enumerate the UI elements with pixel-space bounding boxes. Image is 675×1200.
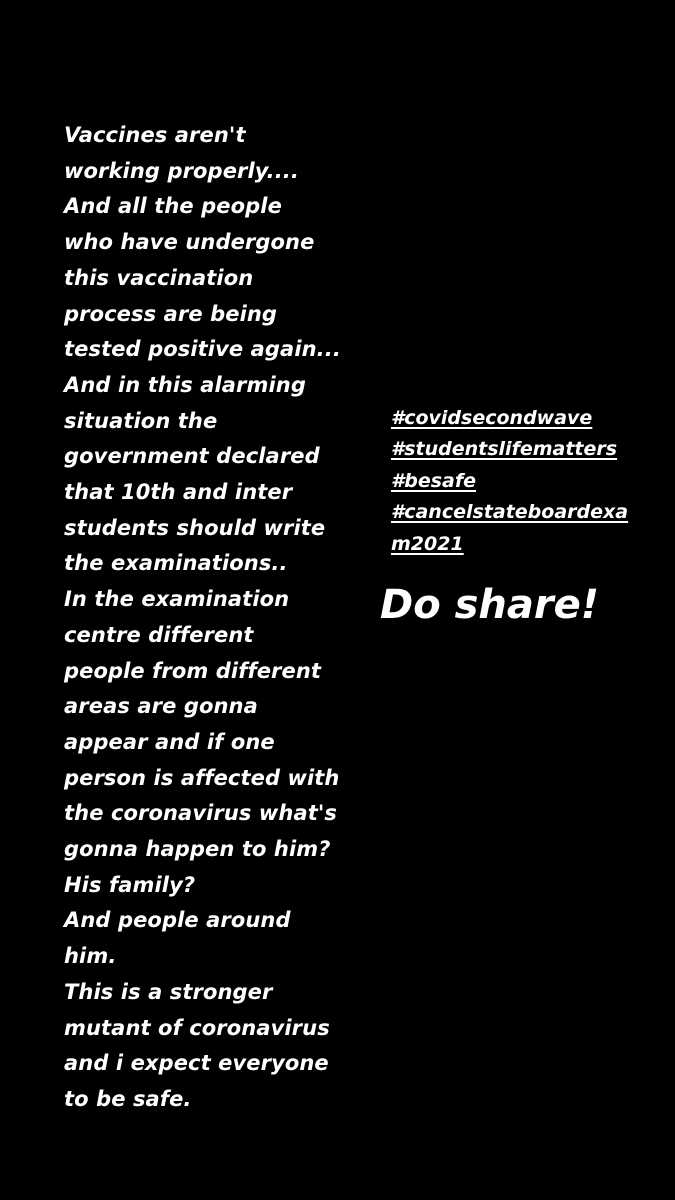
- message-line: His family?: [64, 872, 196, 897]
- do-share-text: Do share!: [380, 582, 599, 628]
- message-line: gonna happen to him?: [64, 837, 331, 862]
- message-line: who have undergone: [64, 230, 315, 255]
- hashtag-link[interactable]: #besafe: [391, 469, 476, 492]
- message-line: Vaccines aren't: [64, 123, 246, 147]
- message-line: And in this alarming: [64, 372, 306, 397]
- hashtag-link[interactable]: #cancelstateboardexa: [391, 501, 629, 524]
- message-line: And people around: [64, 908, 291, 933]
- hashtag-link[interactable]: #covidsecondwave: [391, 407, 593, 429]
- message-line: the examinations..: [64, 551, 288, 576]
- message-line: and i expect everyone: [64, 1051, 329, 1076]
- message-line: In the examination: [64, 587, 290, 612]
- message-line: centre different: [64, 622, 254, 647]
- message-line: person is affected with: [64, 765, 340, 790]
- hashtag-link[interactable]: m2021: [391, 532, 464, 555]
- message-line: And all the people: [64, 194, 282, 219]
- message-line: areas are gonna: [64, 694, 258, 719]
- message-line: people from different: [64, 658, 322, 683]
- message-line: tested positive again...: [64, 337, 341, 362]
- message-line: process are being: [64, 301, 278, 326]
- message-line: that 10th and inter: [64, 480, 293, 505]
- message-line: the coronavirus what's: [64, 801, 338, 826]
- hashtag-link[interactable]: #studentslifematters: [391, 438, 618, 461]
- message-line: to be safe.: [64, 1086, 192, 1111]
- message-line: mutant of coronavirus: [64, 1015, 330, 1040]
- message-line: appear and if one: [64, 729, 275, 754]
- message-line: him.: [64, 944, 117, 969]
- message-line: This is a stronger: [64, 979, 273, 1004]
- message-line: students should write: [64, 515, 326, 540]
- message-line: situation the: [64, 408, 218, 433]
- message-text: [64, 118, 384, 1118]
- message-line: government declared: [64, 444, 320, 469]
- message-line: this vaccination: [64, 265, 254, 290]
- hashtag-block: [391, 403, 661, 560]
- message-line: working properly....: [64, 158, 299, 183]
